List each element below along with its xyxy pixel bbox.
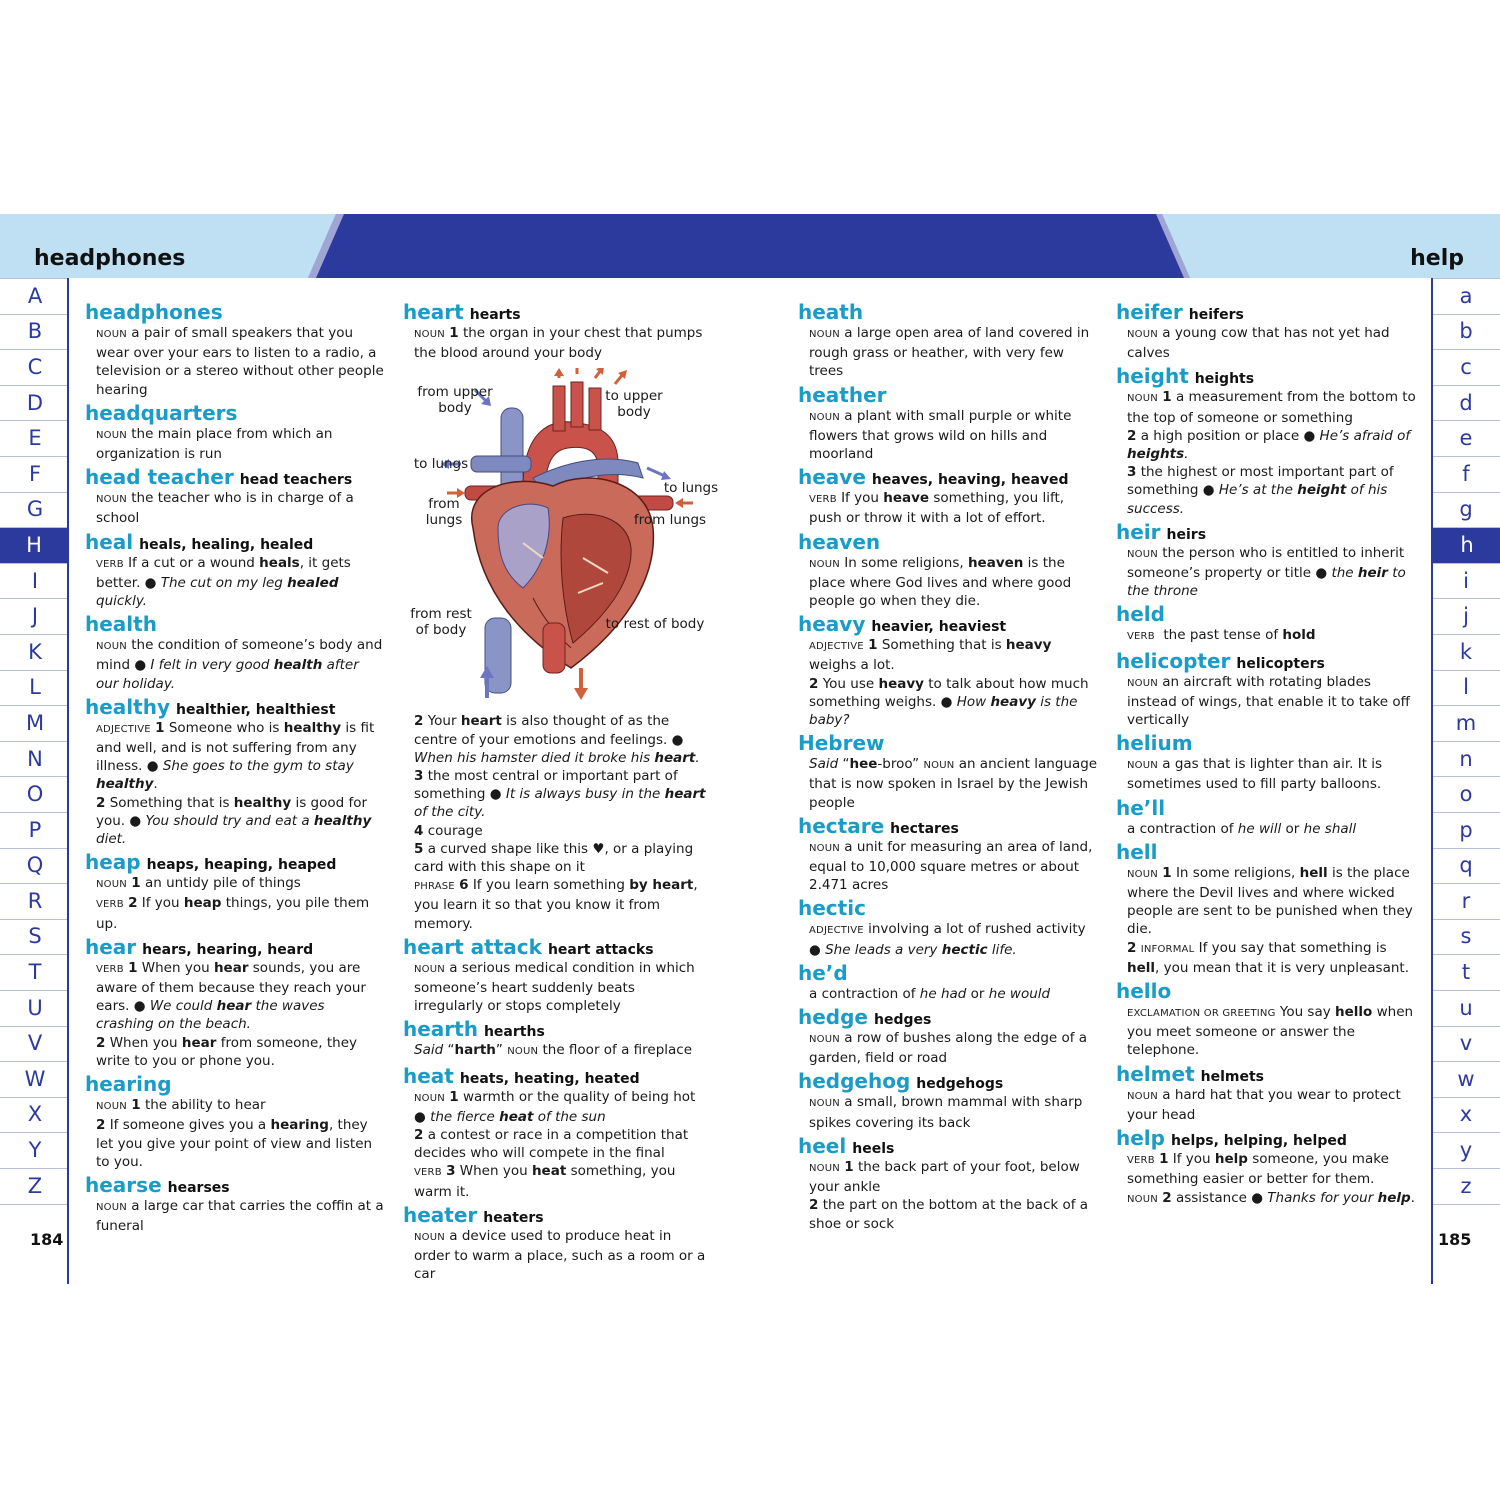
tab-letter[interactable]: G xyxy=(26,497,44,522)
tab-letter[interactable]: J xyxy=(31,604,39,629)
entry-hearse xyxy=(85,1173,385,1235)
inflections: heart attacks xyxy=(547,941,654,958)
tab-divider-line xyxy=(0,492,67,493)
definition: NOUN 1 the back part of your foot, below your ankle xyxy=(809,1158,1080,1196)
definition: 2 the part on the bottom at the back of a shoe or sock xyxy=(809,1197,1089,1232)
headword: heifer xyxy=(1116,300,1183,324)
tab-divider-line xyxy=(0,1026,67,1027)
definition: 2 You use heavy to talk about how much something weighs. ● How heavy is the baby? xyxy=(809,675,1089,729)
definition: a serious medical condition in which someone’s heart suddenly beats irregularly or stops completely xyxy=(414,959,695,1015)
inflections: hearts xyxy=(469,307,521,323)
inflections: heavier, heaviest xyxy=(871,619,1007,636)
definition: NOUN the condition of someone’s body and mind ● I felt in very good health after our holiday. xyxy=(96,637,383,692)
tab-letter[interactable]: e xyxy=(1459,426,1473,451)
definition: a pair of small speakers that you wear over your ears to listen to a radio, a television or a stereo without other people hearing xyxy=(96,325,384,398)
tab-divider-line xyxy=(0,527,67,528)
tab-letter[interactable]: E xyxy=(28,426,42,451)
tab-letter[interactable]: C xyxy=(27,354,43,379)
entry-heifer xyxy=(1116,300,1416,362)
headword: help xyxy=(1116,1126,1165,1151)
part-of-speech: NOUN xyxy=(1127,1090,1158,1102)
entry-held xyxy=(1116,602,1416,646)
tab-letter[interactable]: M xyxy=(25,710,45,735)
entry-helium xyxy=(1116,731,1416,793)
entry-hello xyxy=(1116,979,1416,1060)
definition: EXCLAMATION OR GREETING You say hello when you meet someone or answer the telephone. xyxy=(1127,1004,1414,1059)
entry-hearing xyxy=(85,1072,385,1171)
definition: NOUN 1 the organ in your chest that pumps the blood around your body xyxy=(414,325,703,362)
headword: hectare xyxy=(798,813,885,838)
tab-letter[interactable]: K xyxy=(28,639,42,664)
definition: the teacher who is in charge of a school xyxy=(96,490,354,527)
headword: held xyxy=(1116,602,1165,627)
tab-letter[interactable]: a xyxy=(1459,283,1473,308)
part-of-speech: NOUN xyxy=(1127,677,1158,689)
entry-head-teacher xyxy=(85,465,385,527)
tab-divider-line xyxy=(1433,1204,1500,1205)
headword: hearse xyxy=(85,1172,162,1197)
tab-divider-line xyxy=(0,456,67,457)
entry-heavy xyxy=(798,612,1100,729)
tab-divider-line xyxy=(1433,1026,1500,1027)
entry-hearth xyxy=(403,1017,708,1061)
inflections: heaters xyxy=(483,1209,544,1226)
headword: headquarters xyxy=(85,400,238,425)
definition: 2 Something that is healthy is good for you. ● You should try and eat a healthy diet. xyxy=(96,794,372,848)
headword: health xyxy=(85,612,157,637)
tab-letter[interactable]: Q xyxy=(26,853,44,878)
headword: heat xyxy=(403,1063,454,1088)
inflections: heals, healing, healed xyxy=(139,536,314,553)
headword: headphones xyxy=(85,300,223,324)
header-navy-banner xyxy=(0,214,1500,278)
label-from-lungs-right: from lungs xyxy=(633,512,707,529)
entry-hedgehog xyxy=(798,1069,1100,1131)
definition: ADJECTIVE 1 Someone who is healthy is fit and well, and is not suffering from any illness. ● She goes to the gym to stay healthy. xyxy=(96,719,375,793)
part-of-speech: NOUN xyxy=(96,429,127,441)
headword: healthy xyxy=(85,694,170,719)
tab-letter[interactable]: W xyxy=(24,1066,46,1091)
tab-letter[interactable]: B xyxy=(27,319,43,344)
entry-hell xyxy=(1116,840,1416,977)
tab-letter[interactable]: n xyxy=(1459,746,1473,771)
inflections: hearses xyxy=(167,1179,230,1196)
inflections: hedgehogs xyxy=(916,1076,1004,1093)
definition: a gas that is lighter than air. It is sometimes used to fill party balloons. xyxy=(1127,756,1383,793)
tab-letter[interactable]: r xyxy=(1461,888,1471,913)
inflections: heats, heating, heated xyxy=(459,1070,640,1087)
tab-divider-line xyxy=(0,598,67,599)
tab-letter[interactable]: y xyxy=(1459,1138,1473,1163)
entry-heather xyxy=(798,383,1100,464)
inflections: hears, hearing, heard xyxy=(142,941,314,958)
definition: a plant with small purple or white flowers that grows wild on hills and moorland xyxy=(809,407,1072,463)
tab-divider-line xyxy=(0,314,67,315)
tab-letter[interactable]: w xyxy=(1457,1066,1475,1091)
tab-divider-line xyxy=(1433,990,1500,991)
tab-divider-line xyxy=(0,1061,67,1062)
part-of-speech: NOUN xyxy=(1127,760,1158,772)
headword: heaven xyxy=(798,529,881,554)
tab-letter[interactable]: d xyxy=(1459,390,1473,415)
definition: 2 If someone gives you a hearing, they let you give your point of view and listen to you. xyxy=(96,1117,373,1170)
definition: a young cow that has not yet had calves xyxy=(1127,325,1390,362)
tab-letter[interactable]: j xyxy=(1463,604,1469,629)
entry-hectare xyxy=(798,814,1100,895)
tab-divider-line xyxy=(1433,1061,1500,1062)
guide-word-left: headphones xyxy=(34,246,186,271)
tab-letter[interactable]: O xyxy=(26,782,44,807)
tab-divider-line xyxy=(1433,456,1500,457)
tab-divider-line xyxy=(1433,492,1500,493)
tab-divider-line xyxy=(0,954,67,955)
tab-divider-line xyxy=(1433,812,1500,813)
definition: 2 a high position or place ● He’s afraid of heights. xyxy=(1127,427,1411,463)
tab-divider-line xyxy=(0,634,67,635)
label-to-upper-body: to upper body xyxy=(605,388,663,421)
tab-divider-line xyxy=(1433,278,1500,279)
entry-heart-attack xyxy=(403,935,708,1016)
entry-heave xyxy=(798,465,1100,527)
definition: a large car that carries the coffin at a funeral xyxy=(96,1197,384,1235)
headword: heap xyxy=(85,850,141,875)
tab-letter[interactable]: x xyxy=(1459,1102,1473,1127)
tab-divider-line xyxy=(0,848,67,849)
headword: hedgehog xyxy=(798,1069,911,1094)
definition: VERB 1 If you help someone, you make something easier or better for them. NOUN 2 assistance ● Thanks for your help. xyxy=(1127,1151,1415,1206)
inflections: healthier, healthiest xyxy=(176,701,336,718)
inflections: heaves, heaving, heaved xyxy=(871,472,1069,489)
tab-divider-line xyxy=(0,349,67,350)
part-of-speech: NOUN xyxy=(96,494,127,506)
tab-divider-line xyxy=(0,670,67,671)
entry-helicopter xyxy=(1116,649,1416,730)
tab-letter[interactable]: l xyxy=(1463,675,1469,700)
entry-height xyxy=(1116,364,1416,517)
tab-letter-active[interactable]: h xyxy=(1432,527,1500,563)
headword: helium xyxy=(1116,731,1193,756)
entry-heir xyxy=(1116,520,1416,601)
tab-divider-line xyxy=(0,420,67,421)
definition: 2 When you hear from someone, they write to you or phone you. xyxy=(96,1034,358,1069)
inflections: heels xyxy=(852,1140,895,1157)
headword: height xyxy=(1116,364,1189,389)
headword: heel xyxy=(798,1133,847,1158)
tab-letter[interactable]: q xyxy=(1459,853,1473,878)
label-to-lungs-left: to lungs xyxy=(413,456,469,473)
tab-letter[interactable]: o xyxy=(1459,782,1473,807)
definition: NOUN 1 In some religions, hell is the place where the Devil lives and where wicked people are sent to be punished when they die. xyxy=(1127,864,1413,938)
label-to-rest-of-body: to rest of body xyxy=(605,616,705,633)
definition: 2 INFORMAL If you say that something is hell, you mean that it is very unpleasant. xyxy=(1127,939,1409,976)
entry-help xyxy=(1116,1126,1416,1209)
tab-divider-line xyxy=(1433,349,1500,350)
definition: VERB If a cut or a wound heals, it gets better. ● The cut on my leg healed quickly. xyxy=(96,554,351,610)
definition: a large open area of land covered in rough grass or heather, with very few trees xyxy=(809,325,1090,380)
tab-divider-line xyxy=(1433,883,1500,884)
tab-divider-line xyxy=(1433,705,1500,706)
headword: heart xyxy=(403,300,464,324)
inflections: heaps, heaping, heaped xyxy=(146,857,337,874)
inflections: hedges xyxy=(874,1012,932,1029)
label-from-upper-body: from upper body xyxy=(417,384,493,417)
tab-divider-line xyxy=(0,385,67,386)
column-2 xyxy=(403,300,719,1285)
definition: a small, brown mammal with sharp spikes covering its back xyxy=(809,1094,1083,1131)
entry-hedge xyxy=(798,1005,1100,1067)
part-of-speech: NOUN xyxy=(809,411,840,423)
part-of-speech: NOUN xyxy=(414,1231,445,1243)
tab-letter[interactable]: F xyxy=(28,461,42,486)
definition: VERB If you heave something, you lift, push or throw it with a lot of effort. xyxy=(809,490,1065,527)
headword: heavy xyxy=(798,612,866,637)
tab-letter[interactable]: Z xyxy=(27,1173,43,1198)
headword: hearing xyxy=(85,1072,172,1097)
definition: a contraction of he will or he shall xyxy=(1127,820,1357,837)
tab-divider-line xyxy=(1433,1132,1500,1133)
entry-heat xyxy=(403,1064,708,1201)
tab-divider-line xyxy=(1433,670,1500,671)
tab-divider-line xyxy=(0,919,67,920)
entry-healthy xyxy=(85,695,385,848)
inflections: hectares xyxy=(890,820,959,837)
tab-letter[interactable]: c xyxy=(1460,354,1472,379)
tab-letter-active[interactable]: H xyxy=(0,527,68,563)
entry-heater xyxy=(403,1203,708,1284)
tab-divider-line xyxy=(1433,848,1500,849)
inflections: helps, helping, helped xyxy=(1170,1133,1347,1150)
headword: heater xyxy=(403,1202,478,1227)
headword: hedge xyxy=(798,1005,868,1030)
tab-letter[interactable]: v xyxy=(1459,1031,1473,1056)
tab-divider-line xyxy=(1433,741,1500,742)
entry-heel xyxy=(798,1134,1100,1233)
tab-divider-line xyxy=(0,1132,67,1133)
tab-divider-line xyxy=(1433,776,1500,777)
tab-letter[interactable]: t xyxy=(1461,960,1471,985)
definition: NOUN 1 warmth or the quality of being hot ● the fierce heat of the sun xyxy=(414,1088,696,1125)
tab-letter[interactable]: A xyxy=(27,283,43,308)
tab-letter[interactable]: b xyxy=(1459,319,1473,344)
definition: 2 Your heart is also thought of as the centre of your emotions and feelings. ● When his hamster died it broke his heart. xyxy=(414,713,700,766)
column-3 xyxy=(798,300,1100,1235)
tab-letter[interactable]: P xyxy=(28,817,42,842)
headword: helmet xyxy=(1116,1061,1195,1086)
column-1 xyxy=(85,300,385,1237)
tab-letter[interactable]: f xyxy=(1462,461,1470,486)
tab-letter[interactable]: z xyxy=(1460,1173,1472,1198)
tab-letter[interactable]: U xyxy=(27,995,43,1020)
inflections: helicopters xyxy=(1236,655,1325,672)
entry-hectic xyxy=(798,896,1100,958)
definition: a device used to produce heat in order to warm a place, such as a room or a car xyxy=(414,1227,706,1283)
headword: he’d xyxy=(798,960,848,985)
headword: he’ll xyxy=(1116,795,1166,820)
tab-letter[interactable]: i xyxy=(1463,568,1469,593)
tab-divider-line xyxy=(1433,1168,1500,1169)
entry-health xyxy=(85,612,385,693)
headword: hectic xyxy=(798,896,866,921)
inflections: heirs xyxy=(1166,526,1207,543)
guide-word-right: help xyxy=(1410,246,1464,271)
definition: NOUN 1 the ability to hear xyxy=(96,1097,266,1114)
tab-divider-line xyxy=(0,1204,67,1205)
tab-letter[interactable]: p xyxy=(1459,817,1473,842)
entry-headphones xyxy=(85,300,385,399)
entry-heath xyxy=(798,300,1100,381)
definition: 3 the most central or important part of something ● It is always busy in the heart of the city. xyxy=(414,768,706,821)
entry-heal xyxy=(85,530,385,611)
dictionary-spread xyxy=(0,214,1500,1284)
tab-divider-line xyxy=(1433,420,1500,421)
tab-divider-line xyxy=(0,278,67,279)
headword: helicopter xyxy=(1116,648,1231,673)
definition: a hard hat that you wear to protect your head xyxy=(1127,1086,1401,1123)
tab-divider-line xyxy=(0,990,67,991)
entry-hell-contraction xyxy=(1116,796,1416,838)
definition: NOUN 1 an untidy pile of things VERB 2 If you heap things, you pile them up. xyxy=(96,875,370,932)
entry-heap xyxy=(85,850,385,933)
definition: 5 a curved shape like this ♥, or a playing card with this shape on it xyxy=(414,840,694,876)
inflections: hearths xyxy=(483,1024,545,1041)
part-of-speech: NOUN xyxy=(809,329,840,340)
headword: heave xyxy=(798,465,866,490)
definition: NOUN In some religions, heaven is the place where God lives and where good people go when they die. xyxy=(809,554,1072,610)
label-from-rest-of-body: from rest of body xyxy=(410,606,472,639)
part-of-speech: NOUN xyxy=(809,1034,840,1046)
tab-divider-line xyxy=(1433,634,1500,635)
heart-diagram-icon xyxy=(403,368,733,708)
headword: Hebrew xyxy=(798,731,885,756)
tab-divider-line xyxy=(0,563,67,564)
tab-letter[interactable]: T xyxy=(28,960,42,985)
part-of-speech: NOUN xyxy=(809,1098,840,1110)
definition: Said “hee-broo” NOUN an ancient language that is now spoken in Israel by the Jewish people xyxy=(809,756,1098,811)
definition: NOUN 1 a measurement from the bottom to the top of someone or something xyxy=(1127,389,1416,426)
entry-heaven xyxy=(798,530,1100,611)
definition: a row of bushes along the edge of a garden, field or road xyxy=(809,1030,1088,1067)
tab-letter[interactable]: N xyxy=(27,746,43,771)
tab-letter[interactable]: Y xyxy=(28,1138,42,1163)
tab-letter[interactable]: m xyxy=(1455,710,1477,735)
entry-hed xyxy=(798,961,1100,1003)
headword: hello xyxy=(1116,979,1172,1004)
entry-headquarters xyxy=(85,401,385,463)
tab-divider-line xyxy=(0,883,67,884)
part-of-speech: NOUN xyxy=(96,1201,127,1213)
tab-divider-line xyxy=(1433,919,1500,920)
tab-divider-line xyxy=(0,1097,67,1098)
definition: ADJECTIVE involving a lot of rushed activity ● She leads a very hectic life. xyxy=(809,921,1086,958)
tab-letter[interactable]: L xyxy=(29,675,41,700)
definition: VERB 1 When you hear sounds, you are aware of them because they reach your ears. ● We could hear the waves crashing on the beach. xyxy=(96,959,366,1033)
entry-heart xyxy=(403,300,719,933)
definition: Said “harth” NOUN the floor of a fireplace xyxy=(414,1042,693,1059)
tab-letter[interactable]: D xyxy=(26,390,44,415)
heart-illustration xyxy=(403,368,733,708)
headword: hear xyxy=(85,934,137,959)
part-of-speech: NOUN xyxy=(414,963,445,975)
tab-divider-line xyxy=(0,776,67,777)
definition: 3 the highest or most important part of something ● He’s at the height of his success. xyxy=(1127,464,1394,517)
inflections: head teachers xyxy=(239,472,353,489)
headword: heir xyxy=(1116,519,1161,544)
part-of-speech: NOUN xyxy=(1127,329,1158,340)
headword: heath xyxy=(798,300,864,324)
definition: NOUN the person who is entitled to inherit someone’s property or title ● the heir to the throne xyxy=(1127,544,1406,600)
headword: hearth xyxy=(403,1017,478,1042)
part-of-speech: NOUN xyxy=(96,329,127,340)
column-4 xyxy=(1116,300,1416,1211)
label-from-lungs-left: from lungs xyxy=(425,496,463,529)
definition: 2 a contest or race in a competition that decides who will compete in the final VERB 3 When you heat something, you warm it. xyxy=(414,1127,689,1200)
headword: heal xyxy=(85,529,134,554)
headword: hell xyxy=(1116,839,1158,864)
inflections: helmets xyxy=(1200,1068,1264,1085)
headword: heather xyxy=(798,382,887,407)
tab-letter[interactable]: S xyxy=(28,924,42,949)
tab-divider-line xyxy=(0,812,67,813)
tab-letter[interactable]: k xyxy=(1459,639,1473,664)
definition: a contraction of he had or he would xyxy=(809,985,1051,1002)
entry-hebrew xyxy=(798,731,1100,812)
tab-letter[interactable]: V xyxy=(27,1031,43,1056)
page-number-left: 184 xyxy=(30,1230,64,1249)
inflections: heights xyxy=(1194,371,1255,388)
tab-divider-line xyxy=(0,1168,67,1169)
entry-hear xyxy=(85,935,385,1070)
entry-helmet xyxy=(1116,1062,1416,1124)
tab-divider-line xyxy=(0,705,67,706)
definition: PHRASE 6 If you learn something by heart, you learn it so that you know it from memory. xyxy=(414,877,698,932)
tab-divider-line xyxy=(1433,527,1500,528)
tab-divider-line xyxy=(1433,314,1500,315)
definition: 4 courage xyxy=(414,822,483,839)
part-of-speech: NOUN xyxy=(809,842,840,854)
headword: heart attack xyxy=(403,934,542,959)
tab-letter[interactable]: I xyxy=(31,568,39,593)
definition: VERB the past tense of hold xyxy=(1127,627,1316,644)
definition: the main place from which an organization is run xyxy=(96,425,333,463)
tab-divider-line xyxy=(1433,1097,1500,1098)
tab-divider-line xyxy=(0,741,67,742)
page-number-right: 185 xyxy=(1438,1230,1472,1249)
tab-letter[interactable]: s xyxy=(1460,924,1472,949)
definition: an aircraft with rotating blades instead of wings, that enable it to take off vertically xyxy=(1127,673,1410,729)
label-to-lungs-right: to lungs xyxy=(663,480,719,497)
tab-divider-line xyxy=(1433,385,1500,386)
tab-divider-line xyxy=(1433,563,1500,564)
tab-divider-line xyxy=(1433,954,1500,955)
tab-letter[interactable]: g xyxy=(1459,497,1473,522)
tab-letter[interactable]: u xyxy=(1459,995,1473,1020)
definition: ADJECTIVE 1 Something that is heavy weighs a lot. xyxy=(809,637,1052,674)
tab-letter[interactable]: X xyxy=(27,1102,43,1127)
headword: head teacher xyxy=(85,465,234,490)
tab-divider-line xyxy=(1433,598,1500,599)
inflections: heifers xyxy=(1188,307,1244,323)
definition: a unit for measuring an area of land, equal to 10,000 square metres or about 2.471 acres xyxy=(809,838,1093,894)
tab-letter[interactable]: R xyxy=(27,888,43,913)
